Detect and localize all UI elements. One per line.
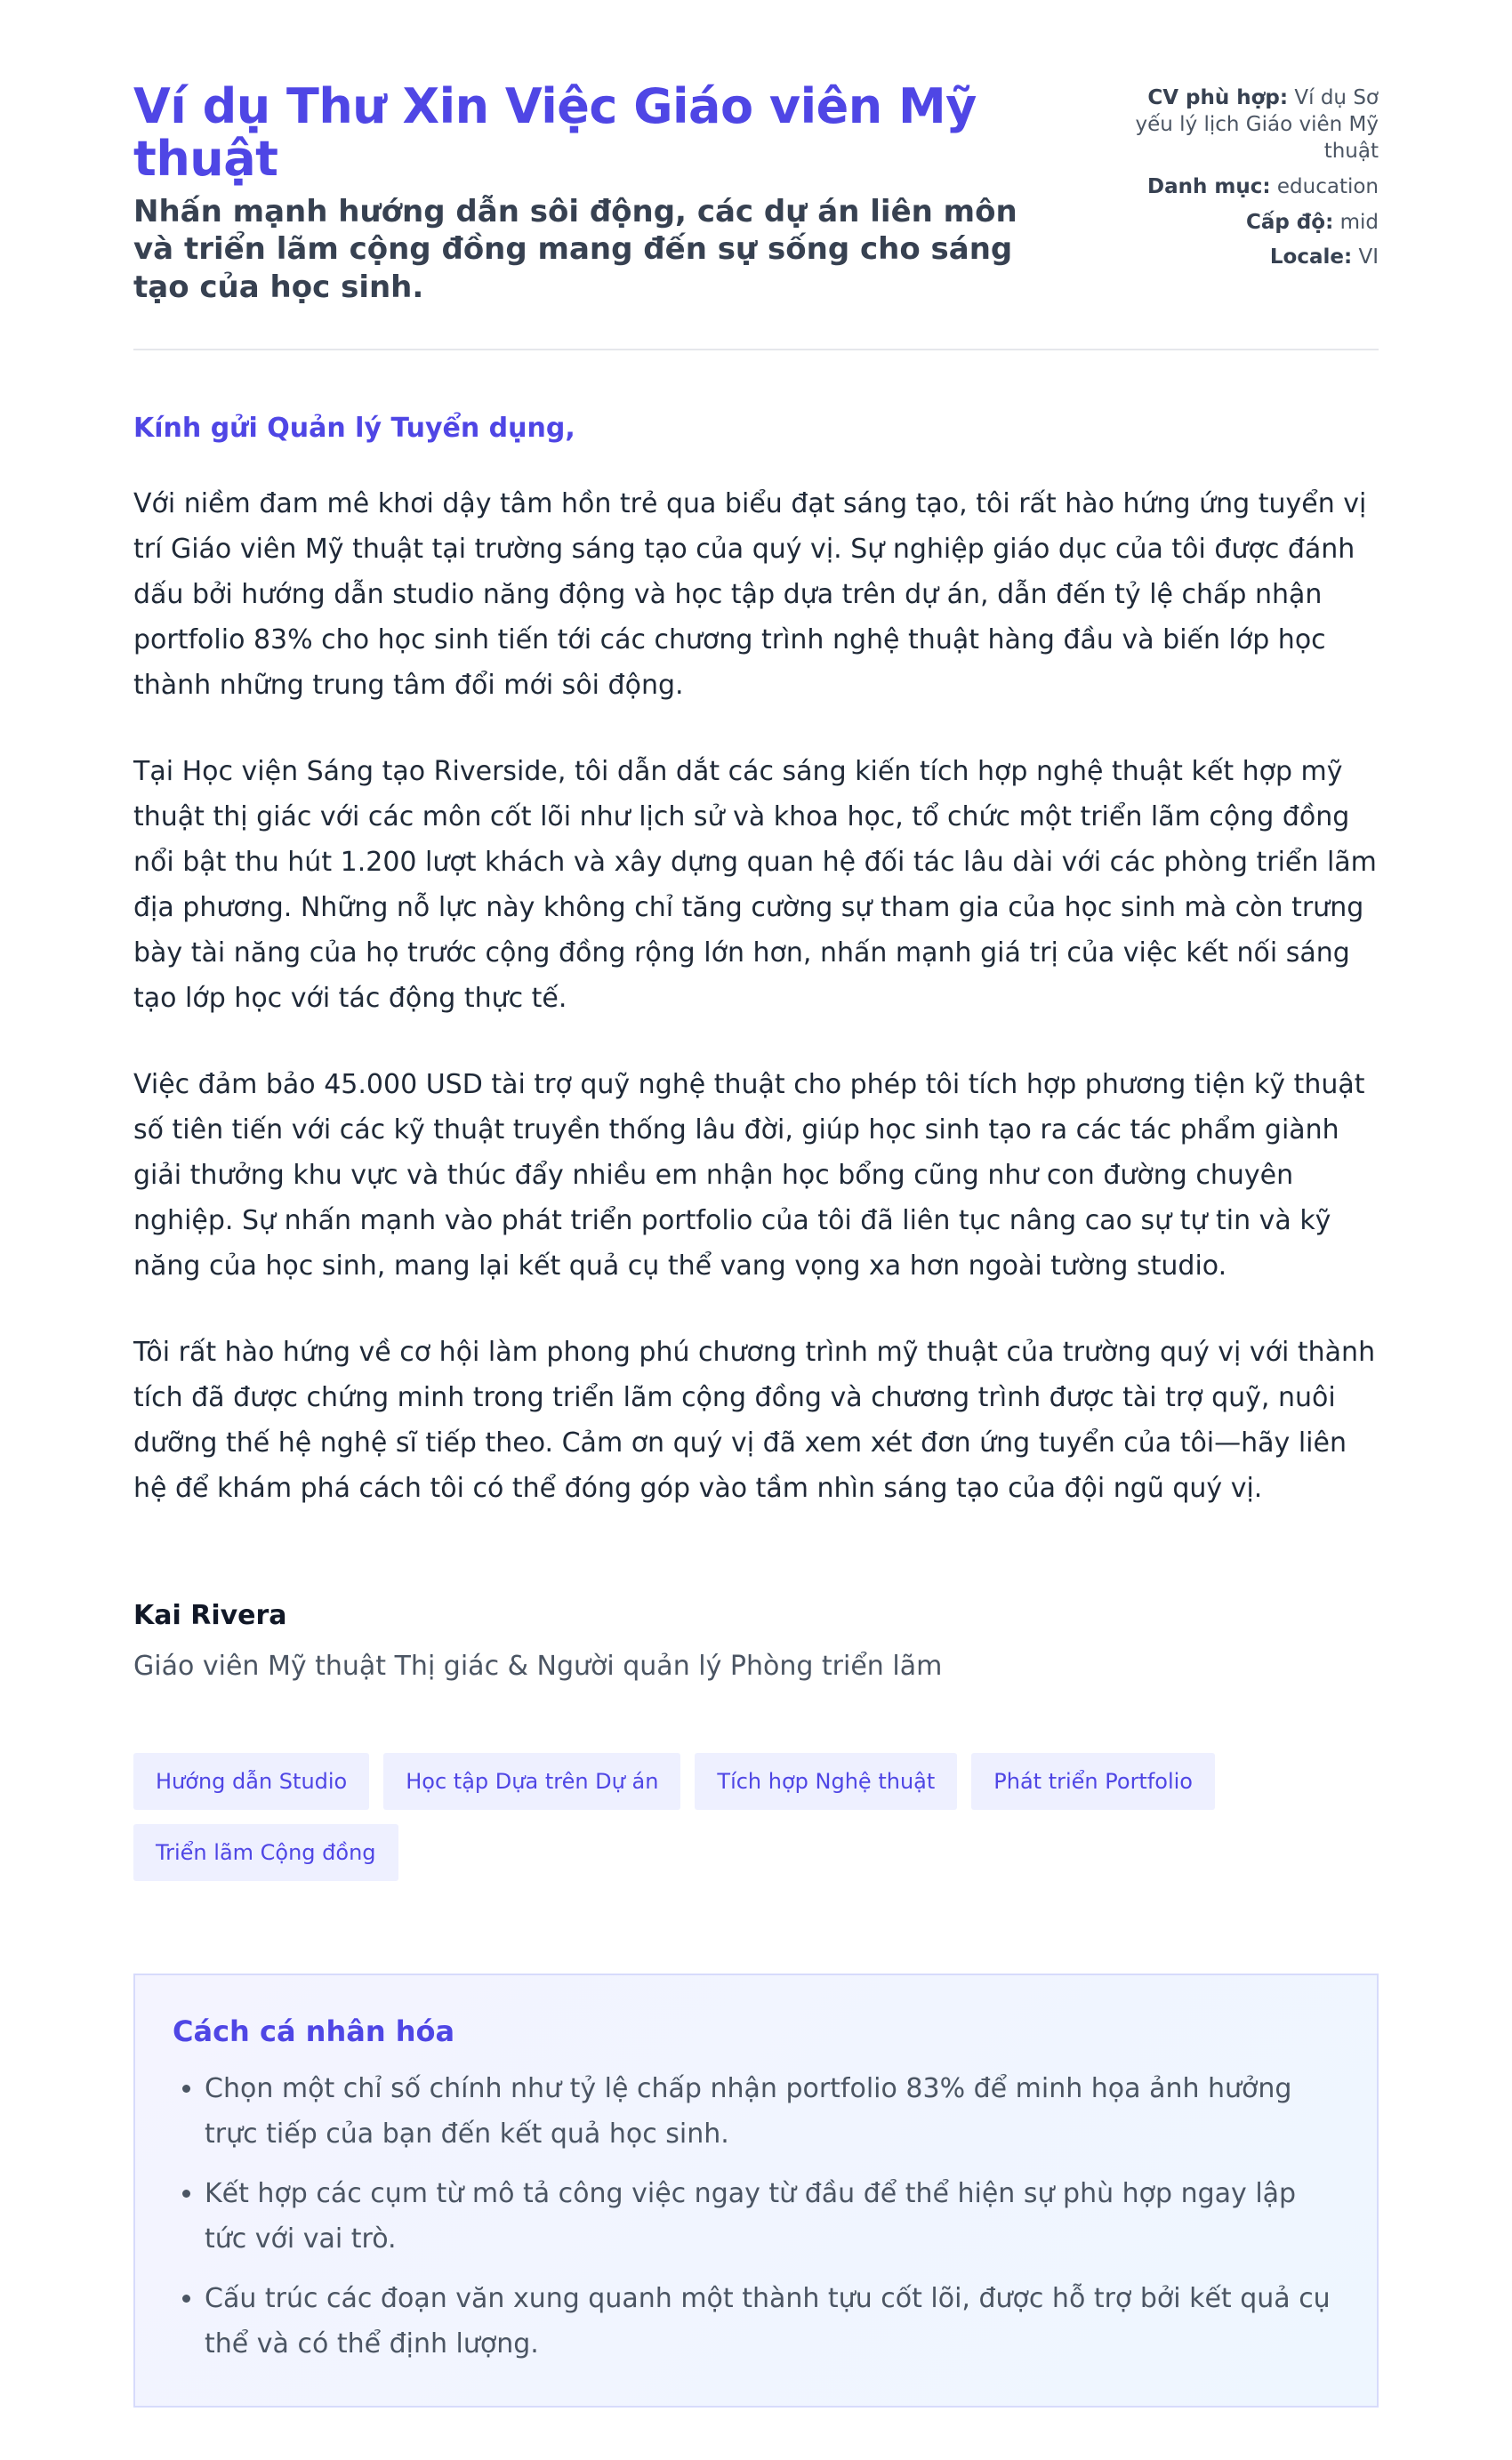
header-titles [133, 80, 1058, 306]
meta-cv-key: CV phù hợp: [1147, 86, 1289, 109]
skill-tag: Triển lãm Cộng đồng [133, 1824, 398, 1881]
signature-block [133, 1600, 1379, 1682]
cover-letter-page [133, 0, 1379, 2408]
letter-paragraph-2: Tại Học viện Sáng tạo Riverside, tôi dẫn dắt các sáng kiến tích hợp nghệ thuật kết hợp mỹ thuật thị giác với các môn cốt lõi như lịch sử và khoa học, tổ chức một triển lãm cộng đồng nổi bật thu hút 1.200 lượt khách và xây dựng quan hệ đối tác lâu dài với các phòng triển lãm địa phương. Những nỗ lực này không chỉ tăng cường sự tham gia của học sinh mà còn trưng bày tài năng của họ trước cộng đồng rộng lớn hơn, nhấn mạnh giá trị của việc kết nối sáng tạo lớp học với tác động thực tế. [133, 756, 1377, 1015]
letter-paragraph-1: Với niềm đam mê khơi dậy tâm hồn trẻ qua biểu đạt sáng tạo, tôi rất hào hứng ứng tuyển vị trí Giáo viên Mỹ thuật tại trường sáng tạo của quý vị. Sự nghiệp giáo dục của tôi được đánh dấu bởi hướng dẫn studio năng động và học tập dựa trên dự án, dẫn đến tỷ lệ chấp nhận portfolio 83% cho học sinh tiến tới các chương trình nghệ thuật hàng đầu và biến lớp học thành những trung tâm đổi mới sôi động. [133, 488, 1367, 702]
personalization-tips-box [133, 1974, 1379, 2408]
tip-item: • Chọn một chỉ số chính như tỷ lệ chấp nhận portfolio 83% để minh họa ảnh hưởng trực tiếp của bạn đến kết quả học sinh. [205, 2066, 1339, 2157]
skill-tag: Phát triển Portfolio [971, 1753, 1215, 1810]
meta-level [1121, 210, 1379, 237]
signature-title: Giáo viên Mỹ thuật Thị giác & Người quản lý Phòng triển lãm [133, 1651, 943, 1683]
letter-greeting: Kính gửi Quản lý Tuyển dụng, [133, 413, 575, 445]
meta-locale-key: Locale: [1269, 245, 1353, 269]
meta-category-value: education [1276, 174, 1379, 198]
tips-title: Cách cá nhân hóa [173, 2014, 455, 2049]
page-title: Ví dụ Thư Xin Việc Giáo viên Mỹ thuật [133, 78, 977, 188]
meta-level-key: Cấp độ: [1245, 210, 1334, 234]
signature-name: Kai Rivera [133, 1600, 287, 1632]
skill-tag: Tích hợp Nghệ thuật [695, 1753, 957, 1810]
skill-tags [133, 1753, 1379, 1881]
letter-paragraph-4: Tôi rất hào hứng về cơ hội làm phong phú chương trình mỹ thuật của trường quý vị với thành tích đã được chứng minh trong triển lãm cộng đồng và chương trình được tài trợ quỹ, nuôi dưỡng thế hệ nghệ sĩ tiếp theo. Cảm ơn quý vị đã xem xét đơn ứng tuyển của tôi—hãy liên hệ để khám phá cách tôi có thể đóng góp vào tầm nhìn sáng tạo của đội ngũ quý vị. [133, 1337, 1376, 1505]
page-header [133, 80, 1379, 350]
tip-item: • Kết hợp các cụm từ mô tả công việc ngay từ đầu để thể hiện sự phù hợp ngay lập tức với vai trò. [205, 2171, 1339, 2262]
tips-list [173, 2066, 1339, 2367]
page-subtitle: Nhấn mạnh hướng dẫn sôi động, các dự án liên môn và triển lãm cộng đồng mang đến sự sống cho sáng tạo của học sinh. [133, 193, 1017, 305]
letter-paragraph-3: Việc đảm bảo 45.000 USD tài trợ quỹ nghệ thuật cho phép tôi tích hợp phương tiện kỹ thuật số tiên tiến với các kỹ thuật truyền thống lâu đời, giúp học sinh tạo ra các tác phẩm giành giải thưởng khu vực và thúc đẩy nhiều em nhận học bổng cũng như con đường chuyên nghiệp. Sự nhấn mạnh vào phát triển portfolio của tôi đã liên tục nâng cao sự tự tin và kỹ năng của học sinh, mang lại kết quả cụ thể vang vọng xa hơn ngoài tường studio. [133, 1069, 1365, 1282]
meta-level-value: mid [1339, 210, 1379, 234]
skill-tag: Hướng dẫn Studio [133, 1753, 369, 1810]
meta-cv-value: Ví dụ Sơ yếu lý lịch Giáo viên Mỹ thuật [1135, 86, 1379, 163]
skill-tag: Học tập Dựa trên Dự án [383, 1753, 680, 1810]
tip-item: • Cấu trúc các đoạn văn xung quanh một thành tựu cốt lõi, được hỗ trợ bởi kết quả cụ thể và có thể định lượng. [205, 2276, 1339, 2367]
meta-locale-value: VI [1358, 245, 1379, 269]
meta-category [1121, 174, 1379, 201]
meta-cv [1121, 85, 1379, 165]
meta-category-key: Danh mục: [1147, 174, 1271, 198]
metadata-panel [1121, 80, 1379, 280]
meta-locale [1121, 245, 1379, 271]
